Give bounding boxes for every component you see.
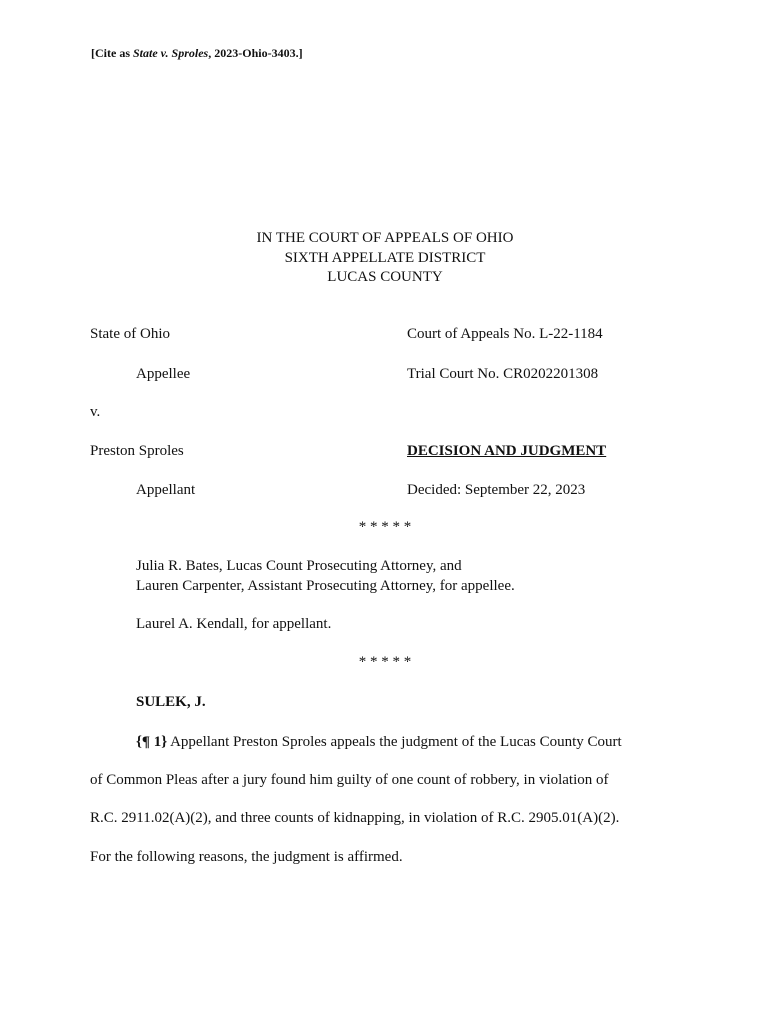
citation-prefix: [Cite as xyxy=(91,46,133,60)
plaintiff-role: Appellee xyxy=(136,366,191,382)
trial-court-number: Trial Court No. CR0202201308 xyxy=(407,366,599,382)
court-county: LUCAS COUNTY xyxy=(327,269,443,285)
counsel-appellee-line2: Lauren Carpenter, Assistant Prosecuting Attorney, for appellee. xyxy=(136,578,515,594)
citation-suffix: , 2023-Ohio-3403.] xyxy=(208,46,303,60)
court-district: SIXTH APPELLATE DISTRICT xyxy=(284,250,486,266)
judge-name: SULEK, J. xyxy=(136,694,206,710)
counsel-appellant: Laurel A. Kendall, for appellant. xyxy=(136,616,332,632)
versus: v. xyxy=(90,404,101,420)
paragraph-1-line3: R.C. 2911.02(A)(2), and three counts of kidnapping, in violation of R.C. 2905.01(A)(2). xyxy=(90,810,620,826)
appeals-number: Court of Appeals No. L-22-1184 xyxy=(407,326,603,342)
counsel-appellee-line1: Julia R. Bates, Lucas Count Prosecuting Attorney, and xyxy=(136,558,462,574)
decision-title: DECISION AND JUDGMENT xyxy=(407,443,607,459)
paragraph-marker: {¶ 1} xyxy=(136,734,168,750)
separator-bottom: * * * * * xyxy=(358,654,412,670)
paragraph-1-line2: of Common Pleas after a jury found him guilty of one count of robbery, in violation of xyxy=(90,772,609,788)
paragraph-1-text-line1: Appellant Preston Sproles appeals the judgment of the Lucas County Court xyxy=(167,734,622,750)
defendant-role: Appellant xyxy=(136,482,196,498)
court-name: IN THE COURT OF APPEALS OF OHIO xyxy=(256,230,514,246)
separator-top: * * * * * xyxy=(358,519,412,535)
paragraph-1-line4: For the following reasons, the judgment is affirmed. xyxy=(90,849,403,865)
paragraph-1-line1 xyxy=(136,734,622,751)
plaintiff-name: State of Ohio xyxy=(90,326,170,342)
defendant-name: Preston Sproles xyxy=(90,443,184,459)
citation-header xyxy=(91,46,303,61)
decided-date: Decided: September 22, 2023 xyxy=(407,482,586,498)
citation-case-name: State v. Sproles xyxy=(133,46,209,60)
